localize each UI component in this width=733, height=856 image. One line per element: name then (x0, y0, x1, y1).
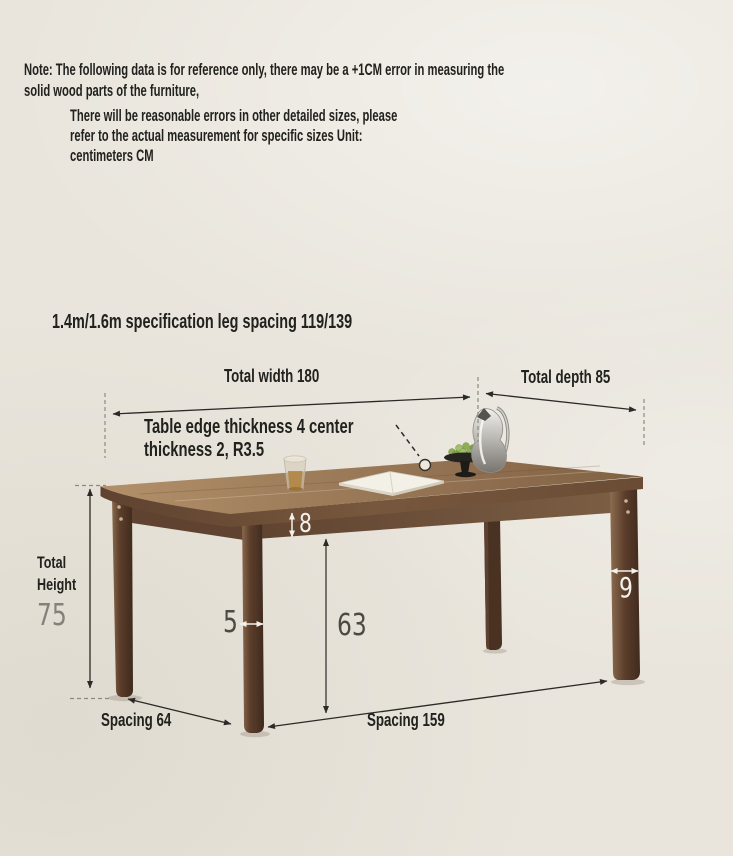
label-spacing-64: Spacing 64 (101, 710, 172, 730)
label-total-width: Total width 180 (224, 366, 320, 386)
note-paragraph-2 (70, 106, 551, 166)
bowl-foot (455, 472, 476, 477)
table-leg-front-left (242, 509, 264, 733)
spec-line: 1.4m/1.6m specification leg spacing 119/139 (52, 311, 353, 333)
note-line-1: Note: The following data is for reference only, there may be a +1CM error in measuring the (24, 61, 505, 79)
label-spacing-159: Spacing 159 (367, 710, 445, 730)
label-edge-thickness-line-2: thickness 2, R3.5 (144, 439, 265, 461)
dowel-peg (119, 517, 123, 521)
label-total-height (37, 552, 90, 631)
dowel-peg (624, 499, 628, 503)
note-paragraph-2-line-3: centimeters CM (70, 147, 154, 165)
label-edge-thickness-line-1: Table edge thickness 4 center (144, 416, 354, 438)
note-line-2: solid wood parts of the furniture, (24, 82, 200, 100)
note-paragraph-2-line-2: refer to the actual measurement for specific sizes Unit: (70, 127, 363, 145)
table-leg-back-left (112, 497, 133, 697)
note-paragraph-2-line-1: There will be reasonable errors in other detailed sizes, please (70, 107, 398, 125)
label-total-height-line-1: Total (37, 553, 67, 572)
value-total-height-75: 75 (37, 598, 67, 633)
arrow-total-width (113, 397, 470, 414)
value-leg-9: 9 (619, 571, 633, 604)
label-total-depth: Total depth 85 (521, 367, 611, 387)
value-clearance-63: 63 (337, 608, 367, 643)
dowel-peg (117, 505, 121, 509)
silver-pitcher (472, 408, 508, 472)
label-edge-thickness (144, 416, 427, 462)
dowel-peg (626, 510, 630, 514)
value-leg-5: 5 (223, 605, 238, 640)
value-apron-8: 8 (299, 509, 312, 539)
label-total-height-line-2: Height (37, 575, 77, 594)
arrow-total-depth (486, 394, 636, 411)
